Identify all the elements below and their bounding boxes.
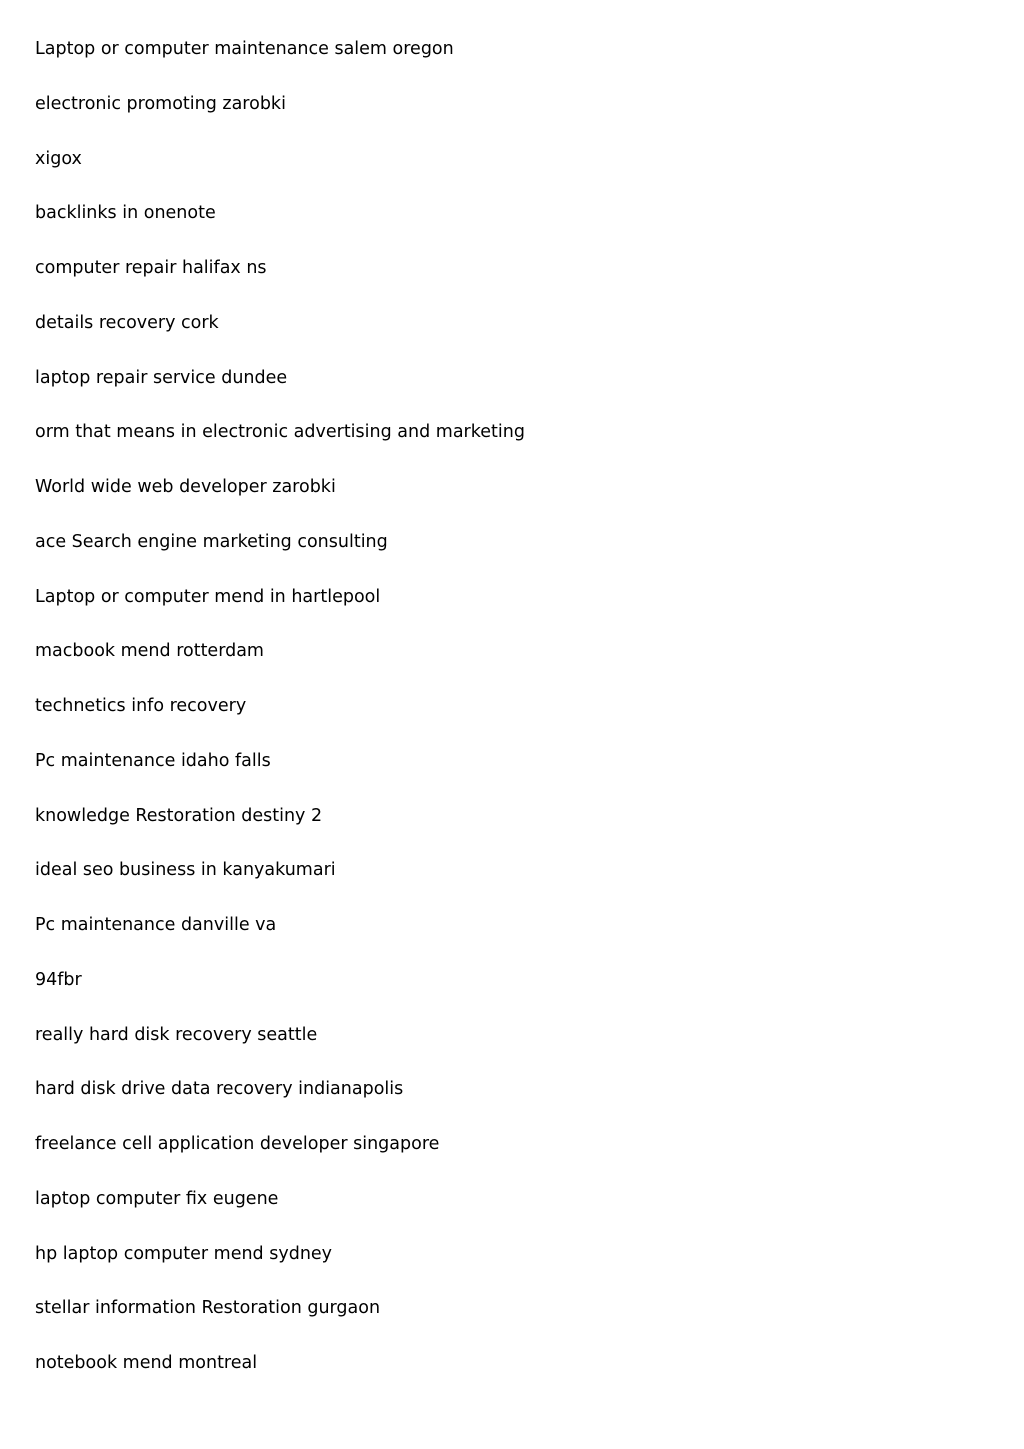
list-item bbox=[35, 1281, 995, 1336]
keyword-link[interactable]: 94fbr bbox=[35, 969, 82, 990]
keyword-link[interactable]: Laptop or computer mend in hartlepool bbox=[35, 586, 381, 607]
list-item bbox=[35, 624, 995, 679]
list-item bbox=[35, 843, 995, 898]
keyword-link[interactable]: ace Search engine marketing consulting bbox=[35, 531, 388, 552]
keyword-link[interactable]: knowledge Restoration destiny 2 bbox=[35, 805, 323, 826]
list-item bbox=[35, 241, 995, 296]
keyword-link[interactable]: technetics info recovery bbox=[35, 696, 247, 716]
list-item bbox=[35, 186, 995, 241]
list-item bbox=[35, 734, 995, 789]
keyword-link[interactable]: Pc maintenance idaho falls bbox=[35, 750, 271, 771]
keyword-link[interactable]: really hard disk recovery seattle bbox=[35, 1024, 318, 1045]
list-item bbox=[35, 789, 995, 844]
list-item bbox=[35, 77, 995, 132]
list-item bbox=[35, 953, 995, 1008]
keyword-link[interactable]: World wide web developer zarobki bbox=[35, 477, 336, 497]
list-item bbox=[35, 898, 995, 953]
keyword-list bbox=[35, 22, 995, 1391]
list-item bbox=[35, 351, 995, 406]
keyword-link[interactable]: stellar information Restoration gurgaon bbox=[35, 1298, 381, 1319]
list-item bbox=[35, 1008, 995, 1063]
keyword-link[interactable]: Laptop or computer maintenance salem oregon bbox=[35, 39, 454, 59]
keyword-link[interactable]: ideal seo business in kanyakumari bbox=[35, 860, 336, 881]
document-page bbox=[35, 22, 995, 1391]
list-item bbox=[35, 679, 995, 734]
list-item bbox=[35, 22, 995, 77]
list-item bbox=[35, 1336, 995, 1391]
list-item bbox=[35, 132, 995, 187]
list-item bbox=[35, 405, 995, 460]
keyword-link[interactable]: hard disk drive data recovery indianapolis bbox=[35, 1079, 404, 1100]
keyword-link[interactable]: notebook mend montreal bbox=[35, 1353, 258, 1373]
keyword-link[interactable]: details recovery cork bbox=[35, 312, 219, 333]
keyword-link[interactable]: laptop repair service dundee bbox=[35, 367, 288, 388]
list-item bbox=[35, 570, 995, 625]
keyword-link[interactable]: backlinks in onenote bbox=[35, 203, 216, 224]
list-item bbox=[35, 1227, 995, 1282]
keyword-link[interactable]: freelance cell application developer singapore bbox=[35, 1134, 440, 1154]
list-item bbox=[35, 296, 995, 351]
list-item bbox=[35, 460, 995, 515]
list-item bbox=[35, 515, 995, 570]
keyword-link[interactable]: laptop computer fix eugene bbox=[35, 1188, 279, 1209]
keyword-link[interactable]: electronic promoting zarobki bbox=[35, 93, 286, 114]
list-item bbox=[35, 1172, 995, 1227]
keyword-link[interactable]: computer repair halifax ns bbox=[35, 258, 267, 278]
keyword-link[interactable]: orm that means in electronic advertising and marketing bbox=[35, 422, 525, 443]
list-item bbox=[35, 1117, 995, 1172]
keyword-link[interactable]: hp laptop computer mend sydney bbox=[35, 1243, 333, 1264]
keyword-link[interactable]: Pc maintenance danville va bbox=[35, 915, 277, 935]
keyword-link[interactable]: macbook mend rotterdam bbox=[35, 641, 264, 662]
keyword-link[interactable]: xigox bbox=[35, 148, 82, 169]
list-item bbox=[35, 1062, 995, 1117]
